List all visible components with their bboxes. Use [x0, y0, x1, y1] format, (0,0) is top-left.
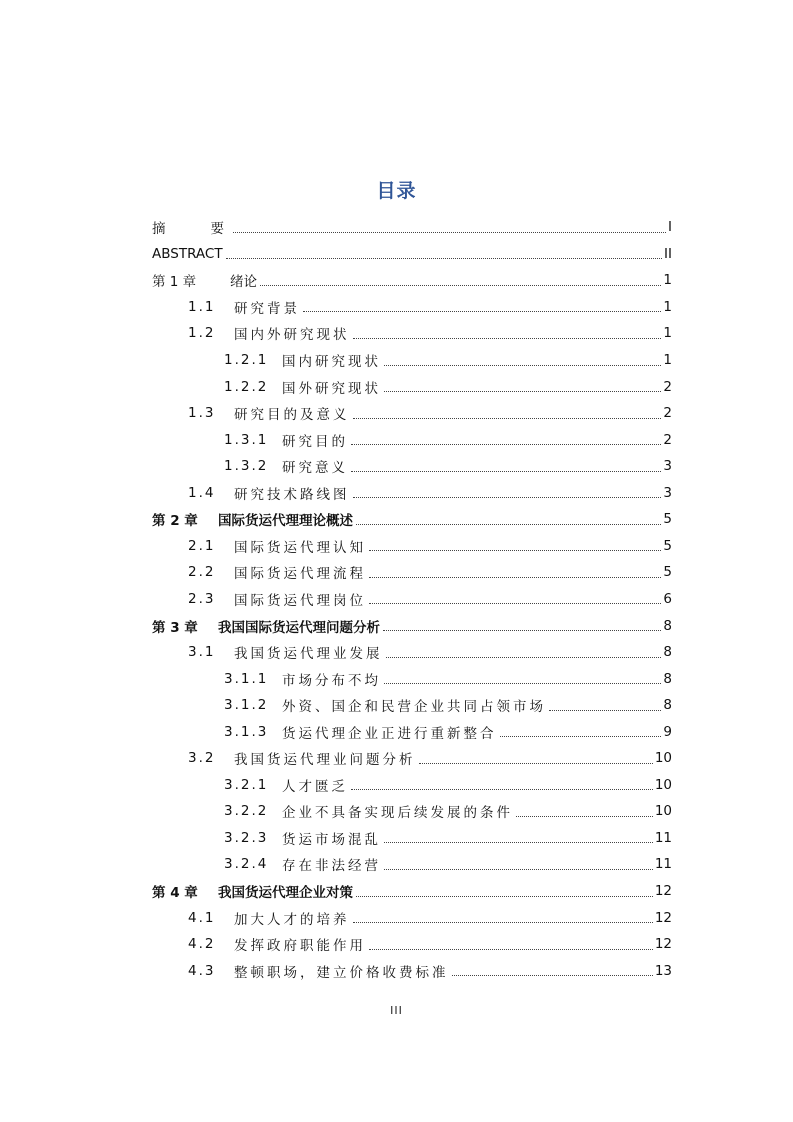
toc-entry[interactable] [152, 825, 672, 852]
toc-entry-title: 我国货运代理业问题分析 [234, 752, 416, 769]
toc-entry-number: 2.3 [188, 590, 216, 607]
dot-leader [369, 603, 661, 604]
toc-entry-page: 12 [654, 909, 672, 926]
toc-entry[interactable] [152, 904, 672, 931]
toc-entry-page: 11 [654, 856, 672, 873]
toc-entry-number: 3.2.3 [224, 829, 269, 846]
toc-entry-number: 1.1 [188, 298, 216, 315]
toc-entry-page: 6 [663, 590, 672, 607]
dot-leader [226, 258, 662, 259]
toc-entry[interactable] [152, 400, 672, 427]
toc-entry-page: 5 [663, 537, 672, 554]
toc-entry-title: 我国国际货运代理问题分析 [218, 619, 380, 636]
dot-leader [384, 869, 653, 870]
toc-entry[interactable] [152, 745, 672, 772]
toc-entry-title: 研究意义 [282, 460, 348, 477]
toc-entry[interactable] [152, 957, 672, 984]
toc-title: 目录 [376, 180, 417, 202]
toc-entry-title: 发挥政府职能作用 [234, 938, 366, 955]
toc-entry[interactable] [152, 665, 672, 692]
dot-leader [351, 789, 653, 790]
dot-leader [419, 763, 653, 764]
toc-entry-page: 1 [663, 298, 672, 315]
toc-entry-title: 外资、国企和民营企业共同占领市场 [282, 699, 546, 716]
toc-entry-number: 4.2 [188, 936, 216, 953]
toc-entry[interactable] [152, 586, 672, 613]
toc-entry-title: 绪论 [230, 274, 257, 291]
toc-entry-title: 国际货运代理理论概述 [218, 513, 353, 530]
toc-entry-title: 人才匮乏 [282, 778, 348, 795]
dot-leader [353, 418, 662, 419]
toc-entry-title: 研究技术路线图 [234, 486, 350, 503]
toc-entry-page: 10 [654, 803, 672, 820]
toc-entry-number: 3.2 [188, 750, 216, 767]
toc-entry-page: 8 [663, 670, 672, 687]
dot-leader [384, 391, 661, 392]
toc-entry-page: 2 [663, 405, 672, 422]
toc-entry-number: 3.1.1 [224, 670, 269, 687]
toc-entry-page: II [664, 245, 672, 262]
toc-entry-title: 市场分布不均 [282, 672, 381, 689]
toc-entry-page: 3 [663, 458, 672, 475]
toc-entry-title: 我国货运代理企业对策 [218, 885, 353, 902]
toc-entry[interactable] [152, 772, 672, 799]
dot-leader [452, 975, 653, 976]
toc-entry[interactable] [152, 639, 672, 666]
toc-entry-number: 第 4 章 [152, 885, 198, 902]
dot-leader [356, 896, 653, 897]
toc-entry[interactable] [152, 373, 672, 400]
toc-entry-page: 12 [654, 936, 672, 953]
toc-entry[interactable] [152, 798, 672, 825]
toc-entry-number: 3.1.3 [224, 723, 269, 740]
toc-entry-number: 2.1 [188, 537, 216, 554]
toc-entry[interactable] [152, 559, 672, 586]
dot-leader [549, 710, 661, 711]
toc-entry[interactable] [152, 718, 672, 745]
toc-entry[interactable] [152, 480, 672, 507]
toc-entry-page: 12 [654, 883, 672, 900]
page-number-footer: III [390, 1004, 403, 1017]
dot-leader [384, 683, 661, 684]
toc-entry-page: 10 [654, 776, 672, 793]
toc-entry-number: 1.3.2 [224, 458, 269, 475]
toc-entry-page: 5 [663, 511, 672, 528]
dot-leader [260, 285, 661, 286]
dot-leader [353, 338, 662, 339]
toc-entry[interactable] [152, 931, 672, 958]
toc-entry[interactable] [152, 214, 672, 241]
toc-entry[interactable] [152, 851, 672, 878]
dot-leader [500, 736, 662, 737]
toc-entry-number: 1.2.1 [224, 352, 269, 369]
toc-entry-number: 1.2.2 [224, 378, 269, 395]
dot-leader [386, 657, 662, 658]
toc-entry-number: 摘 要 [152, 221, 230, 238]
toc-entry-number: 4.1 [188, 909, 216, 926]
toc-entry-title: 存在非法经营 [282, 858, 381, 875]
toc-entry-page: 8 [663, 644, 672, 661]
toc-entry-number: 3.1.2 [224, 697, 269, 714]
toc-entry-page: 2 [663, 431, 672, 448]
dot-leader [516, 816, 653, 817]
toc-entry-number: 1.3 [188, 405, 216, 422]
toc-entry-page: 2 [663, 378, 672, 395]
dot-leader [384, 365, 661, 366]
toc-entry-page: 10 [654, 750, 672, 767]
toc-entry-title: 国内外研究现状 [234, 327, 350, 344]
toc-entry-page: 1 [663, 352, 672, 369]
dot-leader [233, 232, 666, 233]
dot-leader [353, 497, 662, 498]
toc-entry-number: 1.3.1 [224, 431, 269, 448]
dot-leader [351, 444, 661, 445]
dot-leader [369, 577, 661, 578]
toc-entry-page: 13 [654, 962, 672, 979]
toc-entry-title: 国内研究现状 [282, 354, 381, 371]
toc-entry-number: 1.4 [188, 484, 216, 501]
toc-entry-number: 2.2 [188, 564, 216, 581]
dot-leader [383, 630, 661, 631]
dot-leader [369, 550, 661, 551]
toc-entry[interactable] [152, 533, 672, 560]
toc-entry-page: 1 [663, 325, 672, 342]
toc-entry-title: 加大人才的培养 [234, 911, 350, 928]
toc-entry[interactable] [152, 267, 672, 294]
toc-entry-title: 货运市场混乱 [282, 831, 381, 848]
toc-entry[interactable] [152, 612, 672, 639]
toc-entry-number: 第 1 章 [152, 274, 197, 291]
toc-entry[interactable] [152, 241, 672, 268]
toc-entry-page: 8 [663, 617, 672, 634]
toc-entry-title: 研究目的及意义 [234, 407, 350, 424]
toc-entry-title: 货运代理企业正进行重新整合 [282, 725, 497, 742]
toc-entry-title: 国际货运代理岗位 [234, 592, 366, 609]
toc-entry-page: 8 [663, 697, 672, 714]
toc-entry-page: 11 [654, 829, 672, 846]
toc-entry-title: 研究背景 [234, 300, 300, 317]
toc-entry[interactable] [152, 878, 672, 905]
toc-entry-title: 我国货运代理业发展 [234, 646, 383, 663]
toc-entry-page: 1 [663, 272, 672, 289]
toc-entry-number: ABSTRACT [152, 245, 223, 262]
toc-entry[interactable] [152, 320, 672, 347]
toc-entry-number: 3.2.2 [224, 803, 269, 820]
toc-entry[interactable] [152, 347, 672, 374]
toc-entry-number: 3.1 [188, 644, 216, 661]
toc-entry[interactable] [152, 426, 672, 453]
toc-entry-title: 研究目的 [282, 433, 348, 450]
toc-entry-title: 国外研究现状 [282, 380, 381, 397]
toc-entry-title: 国际货运代理流程 [234, 566, 366, 583]
dot-leader [369, 949, 653, 950]
toc-entry-title: 整顿职场，建立价格收费标准 [234, 964, 449, 981]
toc-entry[interactable] [152, 692, 672, 719]
toc-entry-page: 5 [663, 564, 672, 581]
toc-entry-number: 第 2 章 [152, 513, 198, 530]
toc-entry-title: 国际货运代理认知 [234, 539, 366, 556]
dot-leader [356, 524, 661, 525]
dot-leader [353, 922, 653, 923]
toc-entry[interactable] [152, 294, 672, 321]
toc-entry-number: 4.3 [188, 962, 216, 979]
toc-entry-number: 3.2.4 [224, 856, 269, 873]
toc-entry-title: 企业不具备实现后续发展的条件 [282, 805, 513, 822]
toc-entry-number: 1.2 [188, 325, 216, 342]
toc-entry-page: 9 [663, 723, 672, 740]
dot-leader [351, 471, 661, 472]
dot-leader [384, 842, 653, 843]
dot-leader [303, 311, 661, 312]
toc-entry-number: 3.2.1 [224, 776, 269, 793]
toc-entry[interactable] [152, 506, 672, 533]
toc-entry-number: 第 3 章 [152, 619, 198, 636]
toc-entry[interactable] [152, 453, 672, 480]
toc-entry-page: 3 [663, 484, 672, 501]
toc-entry-page: I [668, 219, 672, 236]
